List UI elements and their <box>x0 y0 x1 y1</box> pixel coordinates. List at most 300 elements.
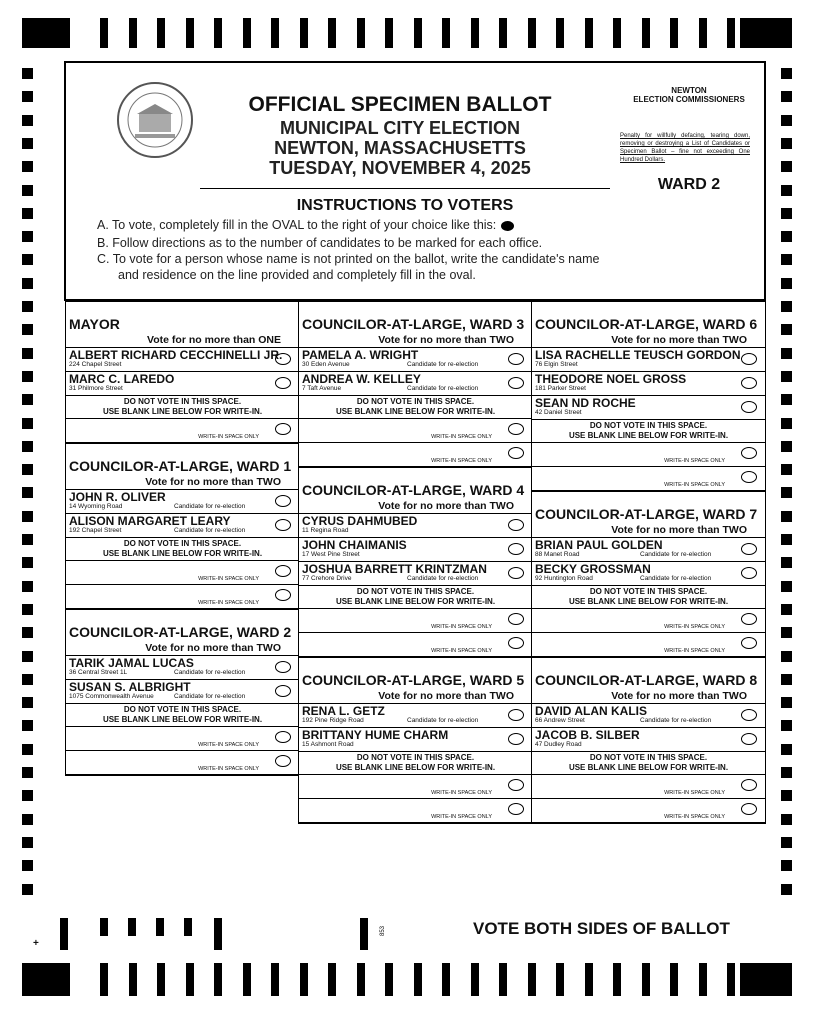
timing-square <box>22 161 33 172</box>
write-in-oval[interactable] <box>508 637 524 649</box>
write-in-instruction: USE BLANK LINE BELOW FOR WRITE-IN. <box>102 549 263 558</box>
timing-square <box>781 301 792 312</box>
write-in-oval[interactable] <box>508 613 524 625</box>
write-in-label: WRITE-IN SPACE ONLY <box>431 434 492 440</box>
timing-square <box>22 254 33 265</box>
vote-oval[interactable] <box>275 353 291 365</box>
vote-for-instruction: Vote for no more than TWO <box>532 690 765 704</box>
write-in-oval[interactable] <box>508 423 524 435</box>
timing-square <box>22 651 33 662</box>
candidate-name: ANDREA W. KELLEY <box>302 372 421 386</box>
candidate-address: 77 Crehore Drive <box>302 575 352 582</box>
candidate-address: 224 Chapel Street <box>69 361 122 368</box>
contest-title: COUNCILOR-AT-LARGE, WARD 4 <box>302 482 525 498</box>
vote-oval[interactable] <box>275 377 291 389</box>
write-in-line[interactable] <box>66 585 299 609</box>
candidate-row[interactable] <box>532 704 765 728</box>
vote-for-instruction: Vote for no more than TWO <box>532 524 765 538</box>
timing-bar <box>243 18 251 48</box>
timing-bar <box>528 18 536 48</box>
ballot-title: OFFICIAL SPECIMEN BALLOT <box>248 93 552 116</box>
timing-square <box>22 767 33 778</box>
timing-square <box>781 348 792 359</box>
write-in-instruction: USE BLANK LINE BELOW FOR WRITE-IN. <box>102 715 263 724</box>
reelection-note: Candidate for re-election <box>407 575 479 582</box>
write-in-oval[interactable] <box>275 565 291 577</box>
candidate-address: 14 Wyoming Road <box>69 503 123 510</box>
timing-square <box>781 441 792 452</box>
timing-square <box>22 814 33 825</box>
instruction-a: A. To vote, completely fill in the OVAL to the right of your choice like this: <box>97 218 514 232</box>
write-in-label: WRITE-IN SPACE ONLY <box>431 790 492 796</box>
write-in-line[interactable] <box>532 467 765 491</box>
timing-bar <box>585 963 593 996</box>
vote-for-instruction: Vote for no more than TWO <box>299 500 532 514</box>
candidate-address: 17 West Pine Street <box>302 551 360 558</box>
column-left <box>65 301 299 776</box>
instruction-b: B. Follow directions as to the number of candidates to be marked for each office. <box>97 236 543 250</box>
write-in-oval[interactable] <box>508 803 524 815</box>
candidate-address: 192 Chapel Street <box>69 527 122 534</box>
candidate-name: BRIAN PAUL GOLDEN <box>535 538 663 552</box>
reelection-note: Candidate for re-election <box>407 361 479 368</box>
vote-oval[interactable] <box>741 353 757 365</box>
timing-bar <box>670 963 678 996</box>
filled-oval-icon <box>501 221 514 231</box>
do-not-vote-line: DO NOT VOTE IN THIS SPACE. <box>123 397 242 406</box>
write-in-label: WRITE-IN SPACE ONLY <box>198 766 259 772</box>
timing-square <box>781 720 792 731</box>
timing-square <box>781 91 792 102</box>
timing-square <box>22 697 33 708</box>
do-not-vote-notice <box>66 396 299 419</box>
candidate-row[interactable] <box>299 728 532 752</box>
write-in-instruction: USE BLANK LINE BELOW FOR WRITE-IN. <box>102 407 263 416</box>
timing-square <box>22 581 33 592</box>
contest-title: MAYOR <box>69 316 120 332</box>
write-in-label: WRITE-IN SPACE ONLY <box>431 458 492 464</box>
vote-both-sides: VOTE BOTH SIDES OF BALLOT <box>473 919 730 938</box>
vote-oval[interactable] <box>508 377 524 389</box>
timing-square <box>22 91 33 102</box>
timing-square <box>22 627 33 638</box>
candidate-name: JACOB B. SILBER <box>535 728 640 742</box>
timing-bar <box>328 18 336 48</box>
timing-square <box>781 138 792 149</box>
timing-square <box>22 301 33 312</box>
contest-title: COUNCILOR-AT-LARGE, WARD 1 <box>69 458 292 474</box>
candidate-name: PAMELA A. WRIGHT <box>302 348 419 362</box>
timing-square <box>781 581 792 592</box>
write-in-oval[interactable] <box>741 447 757 459</box>
candidate-name: BRITTANY HUME CHARM <box>302 728 449 742</box>
candidate-row[interactable] <box>66 372 299 396</box>
timing-bar <box>100 963 108 996</box>
vote-oval[interactable] <box>508 567 524 579</box>
timing-bar <box>157 963 165 996</box>
vote-oval[interactable] <box>741 709 757 721</box>
timing-square <box>22 557 33 568</box>
timing-bar <box>528 963 536 996</box>
timing-bar <box>357 963 365 996</box>
do-not-vote-notice <box>299 586 532 609</box>
timing-bar <box>499 18 507 48</box>
candidate-name: RENA L. GETZ <box>302 704 385 718</box>
candidate-name: TARIK JAMAL LUCAS <box>69 656 194 670</box>
timing-bar <box>300 18 308 48</box>
write-in-line[interactable] <box>66 751 299 775</box>
timing-square <box>22 208 33 219</box>
vote-oval[interactable] <box>741 401 757 413</box>
election-location: NEWTON, MASSACHUSETTS <box>274 138 526 158</box>
candidate-address: 1075 Commonwealth Avenue <box>69 693 154 700</box>
header-divider <box>200 188 610 189</box>
do-not-vote-line: DO NOT VOTE IN THIS SPACE. <box>123 705 242 714</box>
candidate-name: ALISON MARGARET LEARY <box>69 514 231 528</box>
vote-oval[interactable] <box>275 519 291 531</box>
timing-square <box>781 418 792 429</box>
timing-square <box>781 814 792 825</box>
timing-square <box>22 511 33 522</box>
write-in-line[interactable] <box>532 775 765 799</box>
contest-title: COUNCILOR-AT-LARGE, WARD 5 <box>302 672 525 688</box>
candidate-name: JOHN R. OLIVER <box>69 490 166 504</box>
write-in-label: WRITE-IN SPACE ONLY <box>431 814 492 820</box>
reelection-note: Candidate for re-election <box>174 693 246 700</box>
candidate-row[interactable] <box>66 490 299 514</box>
write-in-instruction: USE BLANK LINE BELOW FOR WRITE-IN. <box>335 597 496 606</box>
candidate-address: 42 Daniel Street <box>535 409 582 416</box>
timing-mark-bottom-right <box>740 963 792 996</box>
timing-square <box>781 557 792 568</box>
write-in-line[interactable] <box>299 419 532 443</box>
timing-square <box>22 115 33 126</box>
timing-square <box>781 697 792 708</box>
timing-square <box>781 464 792 475</box>
timing-bar <box>414 963 422 996</box>
write-in-line[interactable] <box>299 443 532 467</box>
candidate-address: 47 Dudley Road <box>535 741 582 748</box>
contest-title: COUNCILOR-AT-LARGE, WARD 3 <box>302 316 525 332</box>
candidate-row[interactable] <box>299 704 532 728</box>
write-in-line[interactable] <box>299 609 532 633</box>
write-in-line[interactable] <box>299 633 532 657</box>
write-in-oval[interactable] <box>741 803 757 815</box>
timing-square <box>781 837 792 848</box>
vote-oval[interactable] <box>275 685 291 697</box>
candidate-row[interactable] <box>66 348 299 372</box>
write-in-label: WRITE-IN SPACE ONLY <box>664 624 725 630</box>
candidate-row[interactable] <box>299 348 532 372</box>
timing-square <box>22 68 33 79</box>
timing-square <box>22 487 33 498</box>
timing-bar <box>613 18 621 48</box>
write-in-label: WRITE-IN SPACE ONLY <box>198 742 259 748</box>
candidate-name: BECKY GROSSMAN <box>535 562 651 576</box>
write-in-oval[interactable] <box>741 613 757 625</box>
timing-square <box>22 464 33 475</box>
write-in-oval[interactable] <box>508 447 524 459</box>
timing-square <box>22 837 33 848</box>
write-in-oval[interactable] <box>741 471 757 483</box>
vote-oval[interactable] <box>275 495 291 507</box>
registration-mark: + <box>33 938 39 949</box>
write-in-line[interactable] <box>532 633 765 657</box>
vote-oval[interactable] <box>508 543 524 555</box>
candidate-name: SUSAN S. ALBRIGHT <box>69 680 191 694</box>
write-in-oval[interactable] <box>275 755 291 767</box>
timing-square <box>781 627 792 638</box>
timing-bar <box>556 963 564 996</box>
timing-bar <box>471 18 479 48</box>
candidate-row[interactable] <box>66 680 299 704</box>
timing-bar <box>271 963 279 996</box>
write-in-label: WRITE-IN SPACE ONLY <box>198 600 259 606</box>
contest-title: COUNCILOR-AT-LARGE, WARD 7 <box>535 506 758 522</box>
election-commissioners: NEWTON ELECTION COMMISSIONERS <box>633 86 745 104</box>
timing-bar <box>271 18 279 48</box>
timing-bar <box>385 18 393 48</box>
candidate-name: THEODORE NOEL GROSS <box>535 372 687 386</box>
candidate-row[interactable] <box>299 372 532 396</box>
candidate-name: ALBERT RICHARD CECCHINELLI JR. <box>69 348 283 362</box>
candidate-address: 76 Elgin Street <box>535 361 578 368</box>
write-in-line[interactable] <box>532 799 765 823</box>
timing-bar <box>442 963 450 996</box>
do-not-vote-line: DO NOT VOTE IN THIS SPACE. <box>589 421 708 430</box>
write-in-instruction: USE BLANK LINE BELOW FOR WRITE-IN. <box>335 763 496 772</box>
vote-oval[interactable] <box>508 519 524 531</box>
contest-w6 <box>532 301 765 492</box>
candidate-row[interactable] <box>532 372 765 396</box>
timing-bar <box>60 918 68 950</box>
do-not-vote-notice <box>66 538 299 561</box>
candidate-name: SEAN ND ROCHE <box>535 396 636 410</box>
candidate-row[interactable] <box>299 562 532 586</box>
timing-bar <box>499 963 507 996</box>
vote-oval[interactable] <box>741 733 757 745</box>
vote-oval[interactable] <box>508 353 524 365</box>
candidate-address: 66 Andrew Street <box>535 717 585 724</box>
timing-square <box>22 348 33 359</box>
candidate-name: MARC C. LAREDO <box>69 372 175 386</box>
candidate-address: 11 Regina Road <box>302 527 349 534</box>
contest-title: COUNCILOR-AT-LARGE, WARD 6 <box>535 316 758 332</box>
write-in-oval[interactable] <box>741 637 757 649</box>
candidate-address: 31 Philmore Street <box>69 385 123 392</box>
timing-bar <box>186 963 194 996</box>
timing-bar <box>186 18 194 48</box>
timing-bar <box>157 18 165 48</box>
candidate-row[interactable] <box>532 538 765 562</box>
candidate-row[interactable] <box>532 396 765 420</box>
vote-for-instruction: Vote for no more than TWO <box>532 334 765 348</box>
timing-bar <box>585 18 593 48</box>
timing-square <box>781 115 792 126</box>
candidate-address: 36 Central Street 1L <box>69 669 128 676</box>
timing-square <box>781 767 792 778</box>
timing-square <box>22 884 33 895</box>
candidate-name: DAVID ALAN KALIS <box>535 704 647 718</box>
reelection-note: Candidate for re-election <box>174 527 246 534</box>
contest-w5 <box>299 658 532 824</box>
do-not-vote-line: DO NOT VOTE IN THIS SPACE. <box>589 753 708 762</box>
ward-label: WARD 2 <box>657 176 721 193</box>
timing-bar <box>357 18 365 48</box>
vote-oval[interactable] <box>741 377 757 389</box>
vote-oval[interactable] <box>741 543 757 555</box>
candidate-address: 30 Eden Avenue <box>302 361 350 368</box>
timing-bar <box>727 18 735 48</box>
candidate-row[interactable] <box>532 348 765 372</box>
write-in-oval[interactable] <box>741 779 757 791</box>
timing-bar <box>613 963 621 996</box>
timing-bar <box>184 918 192 936</box>
write-in-oval[interactable] <box>508 779 524 791</box>
write-in-label: WRITE-IN SPACE ONLY <box>664 790 725 796</box>
write-in-line[interactable] <box>66 561 299 585</box>
timing-square <box>22 371 33 382</box>
timing-square <box>22 534 33 545</box>
vote-oval[interactable] <box>275 661 291 673</box>
do-not-vote-notice <box>532 586 765 609</box>
timing-bar <box>328 963 336 996</box>
timing-bar <box>442 18 450 48</box>
timing-square <box>781 790 792 801</box>
do-not-vote-line: DO NOT VOTE IN THIS SPACE. <box>356 587 475 596</box>
candidate-address: 92 Huntington Road <box>535 575 593 582</box>
timing-square <box>781 651 792 662</box>
timing-square <box>781 278 792 289</box>
candidate-row[interactable] <box>66 656 299 680</box>
timing-square <box>781 674 792 685</box>
contest-title: COUNCILOR-AT-LARGE, WARD 8 <box>535 672 758 688</box>
reelection-note: Candidate for re-election <box>640 551 712 558</box>
timing-bar <box>642 963 650 996</box>
candidate-name: LISA RACHELLE TEUSCH GORDON <box>535 348 741 362</box>
instruction-c-cont: and residence on the line provided and completely fill in the oval. <box>118 268 476 282</box>
timing-square <box>22 790 33 801</box>
timing-square <box>781 208 792 219</box>
timing-bar <box>214 963 222 996</box>
ballot-code: 853 <box>380 925 387 937</box>
contest-w3 <box>299 301 532 468</box>
timing-mark-bottom-left <box>22 963 70 996</box>
timing-bar <box>360 918 368 950</box>
write-in-label: WRITE-IN SPACE ONLY <box>431 648 492 654</box>
write-in-oval[interactable] <box>275 423 291 435</box>
timing-square <box>22 441 33 452</box>
timing-square <box>781 231 792 242</box>
timing-square <box>781 394 792 405</box>
timing-square <box>781 324 792 335</box>
timing-square <box>22 720 33 731</box>
vote-oval[interactable] <box>741 567 757 579</box>
vote-oval[interactable] <box>508 709 524 721</box>
timing-square <box>781 161 792 172</box>
do-not-vote-line: DO NOT VOTE IN THIS SPACE. <box>356 753 475 762</box>
instruction-c: C. To vote for a person whose name is not printed on the ballot, write the candidate's name <box>97 252 600 266</box>
timing-square <box>781 68 792 79</box>
timing-square <box>22 860 33 871</box>
candidate-row[interactable] <box>532 562 765 586</box>
write-in-label: WRITE-IN SPACE ONLY <box>198 434 259 440</box>
write-in-line[interactable] <box>532 443 765 467</box>
candidate-row[interactable] <box>299 514 532 538</box>
reelection-note: Candidate for re-election <box>640 575 712 582</box>
write-in-line[interactable] <box>532 609 765 633</box>
election-date: TUESDAY, NOVEMBER 4, 2025 <box>269 158 531 178</box>
candidate-row[interactable] <box>532 728 765 752</box>
timing-bar <box>129 963 137 996</box>
penalty-notice: Penalty for willfully defacing, tearing down, removing or destroying a List of Candidates or Specimen Ballot – fine not exceeding One Hundred Dollars. <box>620 133 750 163</box>
timing-bar <box>727 963 735 996</box>
write-in-instruction: USE BLANK LINE BELOW FOR WRITE-IN. <box>568 431 729 440</box>
timing-bar <box>156 918 164 936</box>
contest-w2 <box>66 610 299 776</box>
reelection-note: Candidate for re-election <box>407 717 479 724</box>
write-in-instruction: USE BLANK LINE BELOW FOR WRITE-IN. <box>568 763 729 772</box>
candidate-row[interactable] <box>299 538 532 562</box>
vote-for-instruction: Vote for no more than TWO <box>66 642 299 656</box>
timing-bar <box>300 963 308 996</box>
candidate-row[interactable] <box>66 514 299 538</box>
do-not-vote-line: DO NOT VOTE IN THIS SPACE. <box>356 397 475 406</box>
write-in-oval[interactable] <box>275 731 291 743</box>
vote-for-instruction: Vote for no more than TWO <box>66 476 299 490</box>
timing-square <box>781 860 792 871</box>
candidate-address: 15 Ashmont Road <box>302 741 354 748</box>
write-in-label: WRITE-IN SPACE ONLY <box>664 814 725 820</box>
do-not-vote-notice <box>299 752 532 775</box>
timing-square <box>781 744 792 755</box>
write-in-oval[interactable] <box>275 589 291 601</box>
write-in-instruction: USE BLANK LINE BELOW FOR WRITE-IN. <box>335 407 496 416</box>
write-in-line[interactable] <box>299 799 532 823</box>
write-in-line[interactable] <box>66 419 299 443</box>
reelection-note: Candidate for re-election <box>640 717 712 724</box>
candidate-name: JOHN CHAIMANIS <box>302 538 407 552</box>
timing-bar <box>214 918 222 950</box>
vote-for-instruction: Vote for no more than TWO <box>299 690 532 704</box>
do-not-vote-line: DO NOT VOTE IN THIS SPACE. <box>123 539 242 548</box>
reelection-note: Candidate for re-election <box>174 669 246 676</box>
timing-square <box>22 278 33 289</box>
timing-square <box>22 394 33 405</box>
contest-w8 <box>532 658 765 824</box>
timing-square <box>781 487 792 498</box>
timing-bar <box>100 918 108 936</box>
city-seal-icon <box>115 80 195 160</box>
write-in-line[interactable] <box>299 775 532 799</box>
timing-square <box>781 185 792 196</box>
timing-bar <box>128 918 136 936</box>
do-not-vote-line: DO NOT VOTE IN THIS SPACE. <box>589 587 708 596</box>
write-in-label: WRITE-IN SPACE ONLY <box>664 648 725 654</box>
write-in-instruction: USE BLANK LINE BELOW FOR WRITE-IN. <box>568 597 729 606</box>
write-in-label: WRITE-IN SPACE ONLY <box>198 576 259 582</box>
write-in-label: WRITE-IN SPACE ONLY <box>431 624 492 630</box>
election-name: MUNICIPAL CITY ELECTION <box>279 118 520 138</box>
vote-oval[interactable] <box>508 733 524 745</box>
timing-bar <box>471 963 479 996</box>
write-in-line[interactable] <box>66 727 299 751</box>
do-not-vote-notice <box>299 396 532 419</box>
timing-bar <box>414 18 422 48</box>
timing-square <box>22 138 33 149</box>
column-right <box>531 301 766 824</box>
timing-bar <box>556 18 564 48</box>
